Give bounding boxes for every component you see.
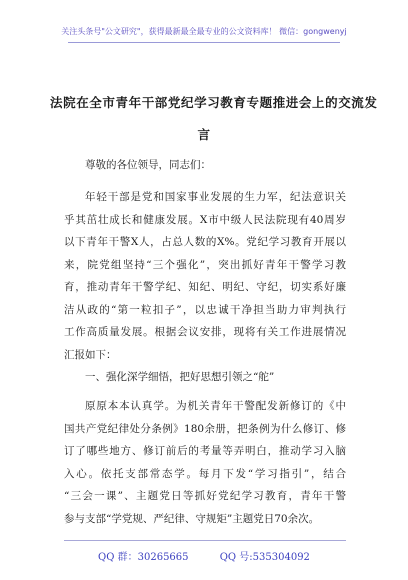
footer bbox=[0, 548, 408, 563]
header-banner: 关注头条号"公文研究"，获得最新最全最专业的公文资料库！ 微信：gongwenyj bbox=[61, 27, 347, 36]
paragraph-line: 订了哪些地方、修订前后的考量等弄明白，推动学习入脑 bbox=[64, 445, 346, 457]
heading-line: 一、强化深学细悟，把好思想引领之“舵” bbox=[85, 371, 275, 383]
footer-divider bbox=[64, 540, 346, 541]
paragraph-line: 参与支部“学党规、严纪律、守规矩”主题党日70余次。 bbox=[64, 512, 320, 525]
header-divider bbox=[68, 42, 340, 43]
paragraph-line: “三会一课”、主题党日等抓好党纪学习教育，青年干警 bbox=[64, 490, 346, 502]
paragraph-1 bbox=[64, 186, 346, 366]
paragraph-2 bbox=[64, 395, 346, 530]
section-heading-1 bbox=[64, 366, 346, 389]
paragraph-line: 来，院党组坚持“三个强化”，突出抓好青年干警学习教 bbox=[64, 258, 346, 271]
paragraph-line: 以下青年干警X人，占总人数的X%。党纪学习教育开展以 bbox=[64, 236, 346, 248]
document-title-line-2: 言 bbox=[197, 127, 211, 142]
paragraph-line: 育，推动青年干警学纪、知纪、明纪、守纪，切实系好廉 bbox=[64, 281, 346, 293]
paragraph-line: 乎其茁壮成长和健康发展。X市中级人民法院现有40周岁 bbox=[64, 213, 346, 226]
paragraph-line: 原原本本认真学。为机关青年干警配发新修订的《中 bbox=[85, 400, 346, 412]
paragraph-line: 洁从政的“第一粒扣子”，以忠诚干净担当助力审判执行 bbox=[64, 303, 346, 316]
footer-qq-number: QQ 号:535304092 bbox=[219, 552, 310, 563]
paragraph-line: 年轻干部是党和国家事业发展的生力军，纪法意识关 bbox=[85, 191, 346, 203]
salutation: 尊敬的各位领导，同志们： bbox=[85, 159, 211, 171]
document-title-line-1: 法院在全市青年干部党纪学习教育专题推进会上的交流发 bbox=[50, 95, 378, 110]
paragraph-line: 国共产党纪律处分条例》180余册，把条例为什么修订、修 bbox=[64, 422, 346, 435]
paragraph-line: 工作高质量发展。根据会议安排，现将有关工作进展情况 bbox=[64, 326, 346, 338]
paragraph-line: 入心。依托支部常态学。每月下发“学习指引”，结合 bbox=[64, 467, 346, 480]
paragraph-line: 汇报如下： bbox=[64, 348, 117, 361]
footer-qq-group: QQ 群：30265665 bbox=[98, 552, 189, 563]
